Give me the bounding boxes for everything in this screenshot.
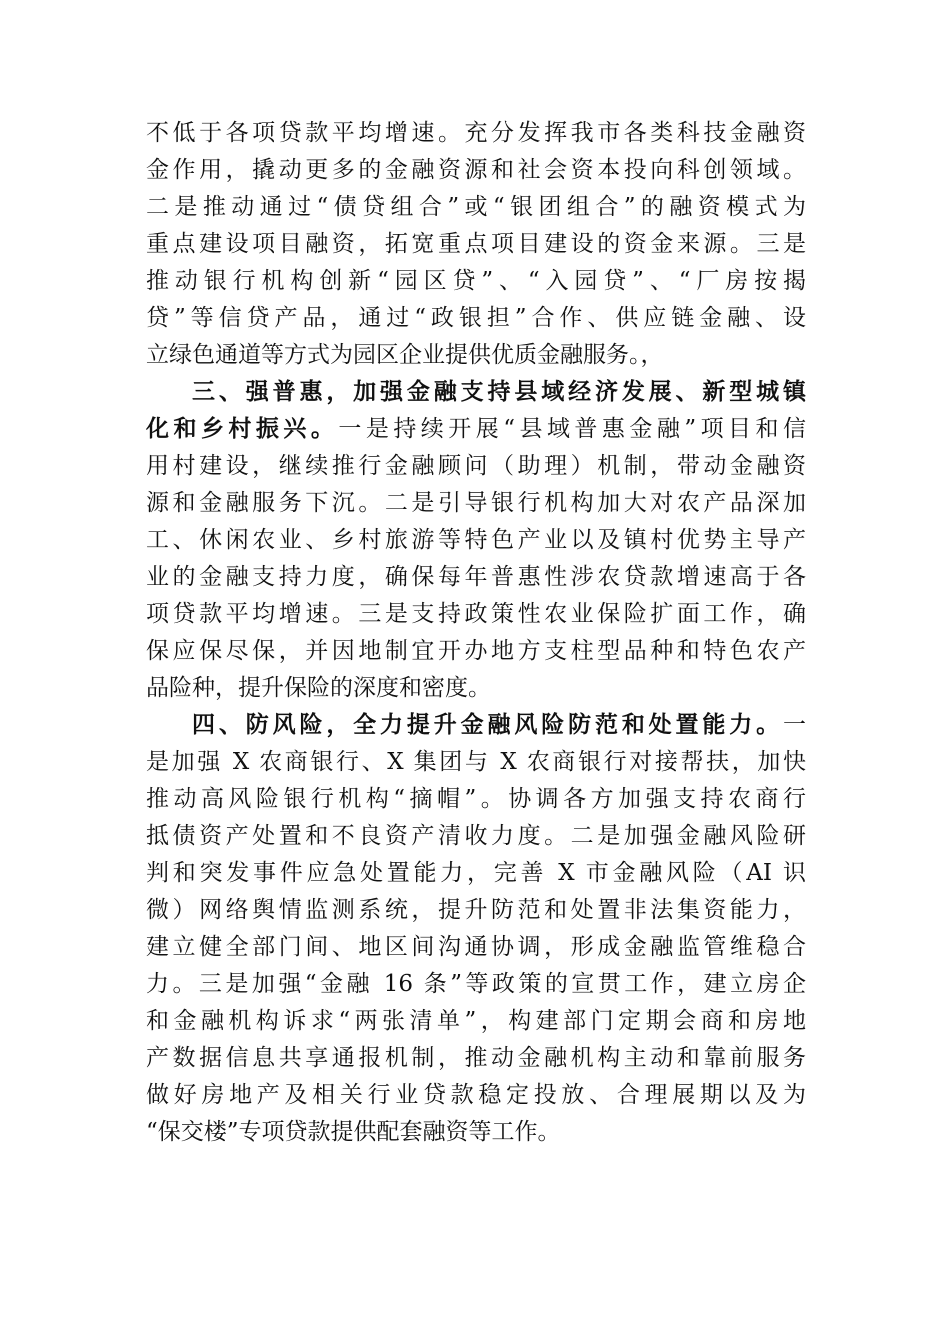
text-line: 微）网络舆情监测系统，提升防范和处置非法集资能力， [146,897,806,923]
text-line: 抵债资产处置和不良资产清收力度。二是加强金融风险研 [146,823,806,849]
text-line: 判和突发事件应急处置能力，完善 X 市金融风险（AI 识 [146,860,806,886]
section-heading-3-cont: 化和乡村振兴。 [146,416,339,442]
text-line: 做好房地产及相关行业贷款稳定投放、合理展期以及为 [146,1082,806,1108]
text-run: 一是持续开展“县域普惠金融”项目和信 [338,416,806,442]
text-line: 源和金融服务下沉。二是引导银行机构加大对农产品深加 [146,490,806,516]
text-line: 保应保尽保，并因地制宜开办地方支柱型品种和特色农产 [146,638,806,664]
text-line: 产数据信息共享通报机制，推动金融机构主动和靠前服务 [146,1045,806,1071]
text-line: 是加强 X 农商银行、X 集团与 X 农商银行对接帮扶，加快 [146,749,806,775]
text-line: 和金融机构诉求“两张清单”，构建部门定期会商和房地 [146,1008,806,1034]
text-line: 力。三是加强“金融 16 条”等政策的宣贯工作，建立房企 [146,971,806,997]
text-line: 工、休闲农业、乡村旅游等特色产业以及镇村优势主导产 [146,527,806,553]
paragraph-2 [146,374,806,707]
section-heading-3: 三、强普惠，加强金融支持县域经济发展、新型城镇 [192,379,806,405]
text-line: 重点建设项目融资，拓宽重点项目建设的资金来源。三是 [146,231,806,257]
text-line: 金作用，撬动更多的金融资源和社会资本投向科创领域。 [146,157,806,183]
text-line: 推动高风险银行机构“摘帽”。协调各方加强支持农商行 [146,786,806,812]
text-run: 一 [783,712,806,738]
text-line: 不低于各项贷款平均增速。充分发挥我市各类科技金融资 [146,120,806,146]
text-line: 建立健全部门间、地区间沟通协调，形成金融监管维稳合 [146,934,806,960]
text-line: 贷”等信贷产品，通过“政银担”合作、供应链金融、设 [146,305,806,331]
text-line: “保交楼”专项贷款提供配套融资等工作。 [146,1119,561,1145]
text-line: 推动银行机构创新“园区贷”、“入园贷”、“厂房按揭 [146,268,806,294]
paragraph-3 [146,707,806,1151]
text-line [146,411,806,448]
text-line: 品险种，提升保险的深度和密度。 [146,675,491,701]
text-line: 二是推动通过“债贷组合”或“银团组合”的融资模式为 [146,194,806,220]
text-line: 用村建设，继续推行金融顾问（助理）机制，带动金融资 [146,453,806,479]
paragraph-1 [146,115,806,374]
body-text [146,115,806,1151]
text-line: 立绿色通道等方式为园区企业提供优质金融服务。， [146,342,664,368]
text-line: 项贷款平均增速。三是支持政策性农业保险扩面工作，确 [146,601,806,627]
text-line [146,707,806,744]
text-line: 业的金融支持力度，确保每年普惠性涉农贷款增速高于各 [146,564,806,590]
section-heading-4: 四、防风险，全力提升金融风险防范和处置能力。 [192,712,783,738]
